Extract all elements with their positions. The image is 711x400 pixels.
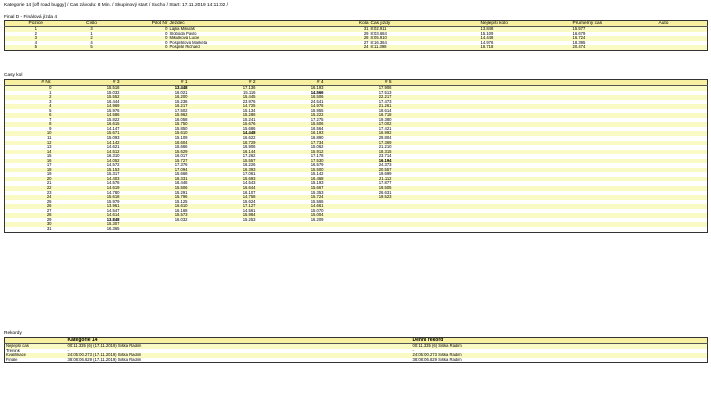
lap-time: 16.209: [257, 218, 325, 223]
lap-time: 21.112: [325, 177, 393, 182]
final-cell: 31: [344, 27, 370, 32]
lap-time: 26.631: [325, 191, 393, 196]
lap-number: 30: [5, 222, 53, 227]
lap-time: 15.618: [53, 195, 121, 200]
lap-time: 14.403: [53, 177, 121, 182]
lap-number: 31: [5, 227, 53, 232]
lap-number: 7: [5, 118, 53, 123]
final-cell: 14.976: [480, 41, 572, 46]
laps-title: Casy kol: [4, 73, 23, 78]
lap-time: 15.666: [121, 145, 189, 150]
lap-time: 15.822: [53, 118, 121, 123]
lap-time: 15.610: [121, 131, 189, 136]
lap-time: 16.310: [53, 154, 121, 159]
lap-time: 14.512: [53, 150, 121, 155]
lap-time: 14.448: [189, 131, 257, 136]
final-cell: Lajka Mikuláš: [169, 27, 344, 32]
lap-time: [325, 227, 393, 232]
lap-time: 15.668: [121, 172, 189, 177]
lap-time: 14.621: [53, 145, 121, 150]
lap-time: 14.561: [189, 209, 257, 214]
lap-time: 16.506: [257, 95, 325, 100]
lap-time: 24.373: [325, 163, 393, 168]
lap-time: 17.094: [121, 168, 189, 173]
lap-time: [257, 227, 325, 232]
lap-time: 15.109: [121, 136, 189, 141]
record-cell: -: [67, 349, 412, 354]
lap-time: 17.061: [189, 172, 257, 177]
lap-number: 6: [5, 113, 53, 118]
lap-row: [5, 227, 708, 232]
lap-time: 15.506: [257, 122, 325, 127]
record-cell: 38:08:06.629 (17.11.2019) Šiška Radim: [67, 358, 412, 363]
lap-number: 14: [5, 150, 53, 155]
lap-time: 16.564: [257, 127, 325, 132]
lap-time: 17.906: [325, 86, 393, 91]
record-cell: 24:05:00.273 (17.11.2019) Šiška Radim: [67, 353, 412, 358]
final-cell: 8:16.364: [370, 41, 480, 46]
lap-number: 23: [5, 191, 53, 196]
lap-time: 14.758: [189, 195, 257, 200]
lap-number: 26: [5, 204, 53, 209]
lap-time: 13.848: [53, 218, 121, 223]
lap-time: 16.331: [121, 177, 189, 182]
final-row: [5, 45, 708, 50]
final-cell: 4: [5, 41, 67, 46]
lap-time: 20.557: [325, 168, 393, 173]
lap-time: 21.261: [325, 104, 393, 109]
lap-time: 19.505: [325, 186, 393, 191]
lap-number: 10: [5, 131, 53, 136]
laps-col-header: # Nr.: [5, 80, 53, 86]
final-col-header: Auto: [658, 21, 708, 27]
final-cell: 18.395: [572, 41, 658, 46]
final-cell: 20.474: [572, 45, 658, 50]
laps-col-header: # 5: [325, 80, 393, 86]
lap-time: 15.667: [257, 186, 325, 191]
final-cell: Pospíšil Richard: [169, 45, 344, 50]
lap-time: 15.979: [53, 200, 121, 205]
lap-number: 24: [5, 195, 53, 200]
lap-time: 15.686: [189, 127, 257, 132]
lap-time: 15.125: [121, 200, 189, 205]
lap-time: 17.530: [257, 159, 325, 164]
record-cell: 24:05:00.273 Šiška Radim: [412, 353, 708, 358]
lap-time: 15.727: [121, 159, 189, 164]
lap-time: 22.217: [325, 95, 393, 100]
lap-number: 19: [5, 172, 53, 177]
lap-time: 15.984: [189, 213, 257, 218]
lap-time: 14.576: [53, 181, 121, 186]
lap-time: 14.566: [257, 91, 325, 96]
lap-time: 13.961: [53, 204, 121, 209]
lap-time: 15.004: [257, 213, 325, 218]
lap-time: 15.676: [189, 122, 257, 127]
final-cell: 1: [5, 27, 67, 32]
lap-time: 17.178: [257, 154, 325, 159]
final-cell: 8:02.911: [370, 27, 480, 32]
record-cell: Nejlepší cas: [5, 344, 67, 349]
records-col-header: Denní rekord: [412, 338, 708, 344]
final-cell: 5: [5, 45, 67, 50]
record-cell: Trénink: [5, 349, 67, 354]
lap-time: 15.291: [121, 191, 189, 196]
lap-number: 5: [5, 109, 53, 114]
final-cell: 0: [117, 41, 169, 46]
final-cell: 15.577: [572, 27, 658, 32]
lap-number: 28: [5, 213, 53, 218]
lap-times-table: [4, 79, 708, 233]
lap-time: 14.725: [189, 104, 257, 109]
final-cell: 3: [67, 27, 117, 32]
record-cell: Kvalifikace: [5, 353, 67, 358]
lap-number: 12: [5, 141, 53, 146]
lap-time: 15.286: [189, 113, 257, 118]
lap-time: 15.629: [121, 150, 189, 155]
lap-number: 11: [5, 136, 53, 141]
final-cell: 8:11.398: [370, 45, 480, 50]
lap-time: 15.032: [53, 91, 121, 96]
lap-time: 15.557: [189, 159, 257, 164]
record-cell: 00:11.335 (6) (17.11.2019) Šiška Radim: [67, 344, 412, 349]
lap-time: 14.547: [53, 209, 121, 214]
final-cell: 0: [117, 27, 169, 32]
lap-time: 17.877: [325, 181, 393, 186]
lap-number: 22: [5, 186, 53, 191]
lap-time: 17.136: [189, 86, 257, 91]
lap-time: 16.718: [325, 113, 393, 118]
lap-time: 15.624: [189, 200, 257, 205]
lap-time: 14.614: [53, 213, 121, 218]
lap-time: 16.644: [189, 186, 257, 191]
lap-time: 15.193: [257, 181, 325, 186]
lap-time: 16.144: [189, 150, 257, 155]
lap-time: 16.217: [121, 104, 189, 109]
final-cell: 4: [67, 41, 117, 46]
record-cell: 00:11.335 (6) Šiška Radim: [412, 344, 708, 349]
lap-time: 16.468: [257, 177, 325, 182]
lap-time: 18.614: [325, 109, 393, 114]
lap-time: 15.850: [121, 127, 189, 132]
lap-number: 4: [5, 104, 53, 109]
lap-time: 16.729: [189, 141, 257, 146]
lap-time: 17.421: [325, 127, 393, 132]
lap-time: 14.142: [53, 141, 121, 146]
lap-time: 14.780: [53, 191, 121, 196]
final-cell: 15.109: [480, 32, 572, 37]
lap-number: 2: [5, 95, 53, 100]
laps-col-header: # 1: [121, 80, 189, 86]
lap-time: 15.062: [257, 145, 325, 150]
lap-time: 16.615: [53, 122, 121, 127]
lap-time: 15.222: [257, 113, 325, 118]
lap-time: 15.506: [121, 186, 189, 191]
lap-time: 16.193: [257, 131, 325, 136]
lap-time: 15.516: [53, 86, 121, 91]
laps-col-header: # 3: [53, 80, 121, 86]
final-col-header: Pilot Nr: [117, 21, 169, 27]
final-cell: 8:05.910: [370, 36, 480, 41]
lap-time: 15.241: [189, 118, 257, 123]
lap-time: 14.052: [53, 159, 121, 164]
final-cell: 8:03.684: [370, 32, 480, 37]
lap-time: 19.523: [325, 195, 393, 200]
lap-number: 0: [5, 86, 53, 91]
lap-time: 17.275: [257, 118, 325, 123]
record-cell: -: [412, 349, 708, 354]
lap-time: 16.194: [325, 159, 393, 164]
lap-number: 13: [5, 145, 53, 150]
lap-time: 21.210: [325, 145, 393, 150]
lap-time: 16.200: [121, 95, 189, 100]
lap-time: 15.796: [121, 195, 189, 200]
final-cell: Sloboda Pavlo: [169, 32, 344, 37]
lap-time: 16.168: [121, 209, 189, 214]
final-cell: 13.848: [480, 27, 572, 32]
lap-time: 17.002: [325, 122, 393, 127]
lap-time: 16.610: [121, 204, 189, 209]
final-col-header: Prumerný cas: [572, 21, 658, 27]
final-cell: [658, 45, 708, 50]
records-col-header: Kategorie 14: [67, 338, 412, 344]
lap-number: 9: [5, 127, 53, 132]
final-results-table: [4, 20, 708, 51]
lap-time: 17.262: [189, 154, 257, 159]
lap-time: 18.315: [325, 150, 393, 155]
lap-number: 1: [5, 91, 53, 96]
lap-time: 15.573: [121, 213, 189, 218]
lap-number: 27: [5, 209, 53, 214]
final-col-header: Pozice: [5, 21, 67, 27]
lap-time: 15.153: [53, 168, 121, 173]
lap-time: 15.253: [189, 218, 257, 223]
lap-time: 16.365: [53, 227, 121, 232]
lap-time: 14.147: [53, 127, 121, 132]
record-cell: 38:08:06.629 Šiška Radim: [412, 358, 708, 363]
lap-time: [121, 227, 189, 232]
lap-number: 3: [5, 100, 53, 105]
lap-time: 14.572: [53, 163, 121, 168]
lap-number: 20: [5, 177, 53, 182]
lap-time: 17.734: [257, 141, 325, 146]
lap-number: 21: [5, 181, 53, 186]
lap-time: 14.619: [53, 186, 121, 191]
lap-time: 16.021: [121, 91, 189, 96]
final-cell: 16.718: [480, 45, 572, 50]
lap-time: 15.307: [53, 222, 121, 227]
lap-time: 16.393: [189, 168, 257, 173]
lap-number: 29: [5, 218, 53, 223]
lap-time: 29.804: [325, 136, 393, 141]
lap-time: 15.693: [189, 177, 257, 182]
laps-col-header: # 2: [189, 80, 257, 86]
laps-col-header: # 4: [257, 80, 325, 86]
lap-number: 16: [5, 159, 53, 164]
lap-time: 15.093: [53, 136, 121, 141]
lap-time: 15.552: [53, 95, 121, 100]
lap-time: 15.912: [257, 150, 325, 155]
final-cell: Pospíšilová Markéta: [169, 41, 344, 46]
lap-time: 16.444: [53, 100, 121, 105]
lap-number: 15: [5, 154, 53, 159]
lap-time: 14.586: [53, 113, 121, 118]
final-cell: 2: [5, 32, 67, 37]
final-title: Final D - Finálová jízda 4: [4, 15, 58, 20]
final-cell: 2: [67, 36, 117, 41]
lap-time: 17.376: [121, 163, 189, 168]
lap-time: 17.473: [325, 100, 393, 105]
lap-time: [189, 227, 257, 232]
lap-time: 15.955: [257, 109, 325, 114]
lap-time: 15.070: [257, 209, 325, 214]
final-cell: 5: [67, 45, 117, 50]
lap-time: 15.566: [257, 200, 325, 205]
final-cell: 14.448: [480, 36, 572, 41]
lap-time: 14.969: [53, 104, 121, 109]
lap-time: 16.579: [257, 163, 325, 168]
lap-spacer: [393, 227, 708, 232]
lap-time: 19.699: [325, 172, 393, 177]
final-col-header: Číslo: [67, 21, 117, 27]
lap-time: 16.890: [257, 136, 325, 141]
lap-number: 17: [5, 163, 53, 168]
lap-time: 24.541: [257, 100, 325, 105]
lap-time: 23.714: [325, 154, 393, 159]
lap-time: 16.622: [189, 136, 257, 141]
lap-time: 15.236: [121, 100, 189, 105]
lap-time: 16.446: [121, 181, 189, 186]
lap-time: 15.116: [189, 91, 257, 96]
lap-time: 23.976: [189, 100, 257, 105]
lap-time: 15.317: [53, 172, 121, 177]
page-title: Kategorie 14 [off road buggy] / Cas závodu: 8 Min. / Skupinový start / Sucho / Start: 17.11.2019 14:11:02 /: [4, 3, 228, 8]
final-cell: 0: [117, 32, 169, 37]
lap-number: 18: [5, 168, 53, 173]
final-col-header: Jezdec: [169, 21, 344, 27]
record-cell: Finále: [5, 358, 67, 363]
lap-time: 16.992: [325, 131, 393, 136]
lap-time: 15.134: [189, 109, 257, 114]
final-cell: 0: [117, 45, 169, 50]
final-cell: 16.679: [572, 32, 658, 37]
final-cell: 3: [5, 36, 67, 41]
final-cell: 0: [117, 36, 169, 41]
lap-time: 15.976: [53, 109, 121, 114]
lap-time: 15.445: [189, 95, 257, 100]
lap-time: 16.107: [189, 191, 257, 196]
lap-time: 15.962: [121, 113, 189, 118]
final-cell: 24: [344, 45, 370, 50]
lap-time: 16.193: [257, 86, 325, 91]
final-cell: 28: [344, 36, 370, 41]
lap-time: 14.543: [189, 181, 257, 186]
lap-time: 13.448: [121, 86, 189, 91]
lap-time: 15.500: [257, 168, 325, 173]
final-cell: 1: [67, 32, 117, 37]
lap-time: 16.032: [121, 218, 189, 223]
lap-time: 14.976: [257, 104, 325, 109]
final-col-header: Kola: [344, 21, 370, 27]
lap-time: 14.661: [257, 204, 325, 209]
lap-time: 17.127: [189, 204, 257, 209]
lap-time: 17.502: [121, 109, 189, 114]
lap-number: 25: [5, 200, 53, 205]
lap-time: 16.017: [121, 154, 189, 159]
final-col-header: Nejlepší kolo: [480, 21, 572, 27]
final-cell: 16.724: [572, 36, 658, 41]
lap-time: 19.380: [325, 118, 393, 123]
lap-time: 15.671: [53, 131, 121, 136]
lap-time: 17.513: [325, 91, 393, 96]
final-col-header: Cas jízdy: [370, 21, 480, 27]
lap-time: 16.604: [121, 141, 189, 146]
lap-time: 16.226: [189, 163, 257, 168]
records-table: [4, 337, 708, 363]
lap-number: 8: [5, 122, 53, 127]
final-cell: Mikulková Lucie: [169, 36, 344, 41]
record-row: [5, 358, 708, 363]
lap-time: 15.724: [257, 195, 325, 200]
lap-time: 17.369: [325, 141, 393, 146]
lap-time: 15.750: [121, 122, 189, 127]
records-title: Rekordy: [4, 331, 22, 336]
lap-time: 16.058: [121, 118, 189, 123]
final-cell: 27: [344, 41, 370, 46]
final-cell: 29: [344, 32, 370, 37]
lap-time: 15.142: [257, 172, 325, 177]
lap-time: 15.353: [257, 191, 325, 196]
lap-time: 16.906: [189, 145, 257, 150]
